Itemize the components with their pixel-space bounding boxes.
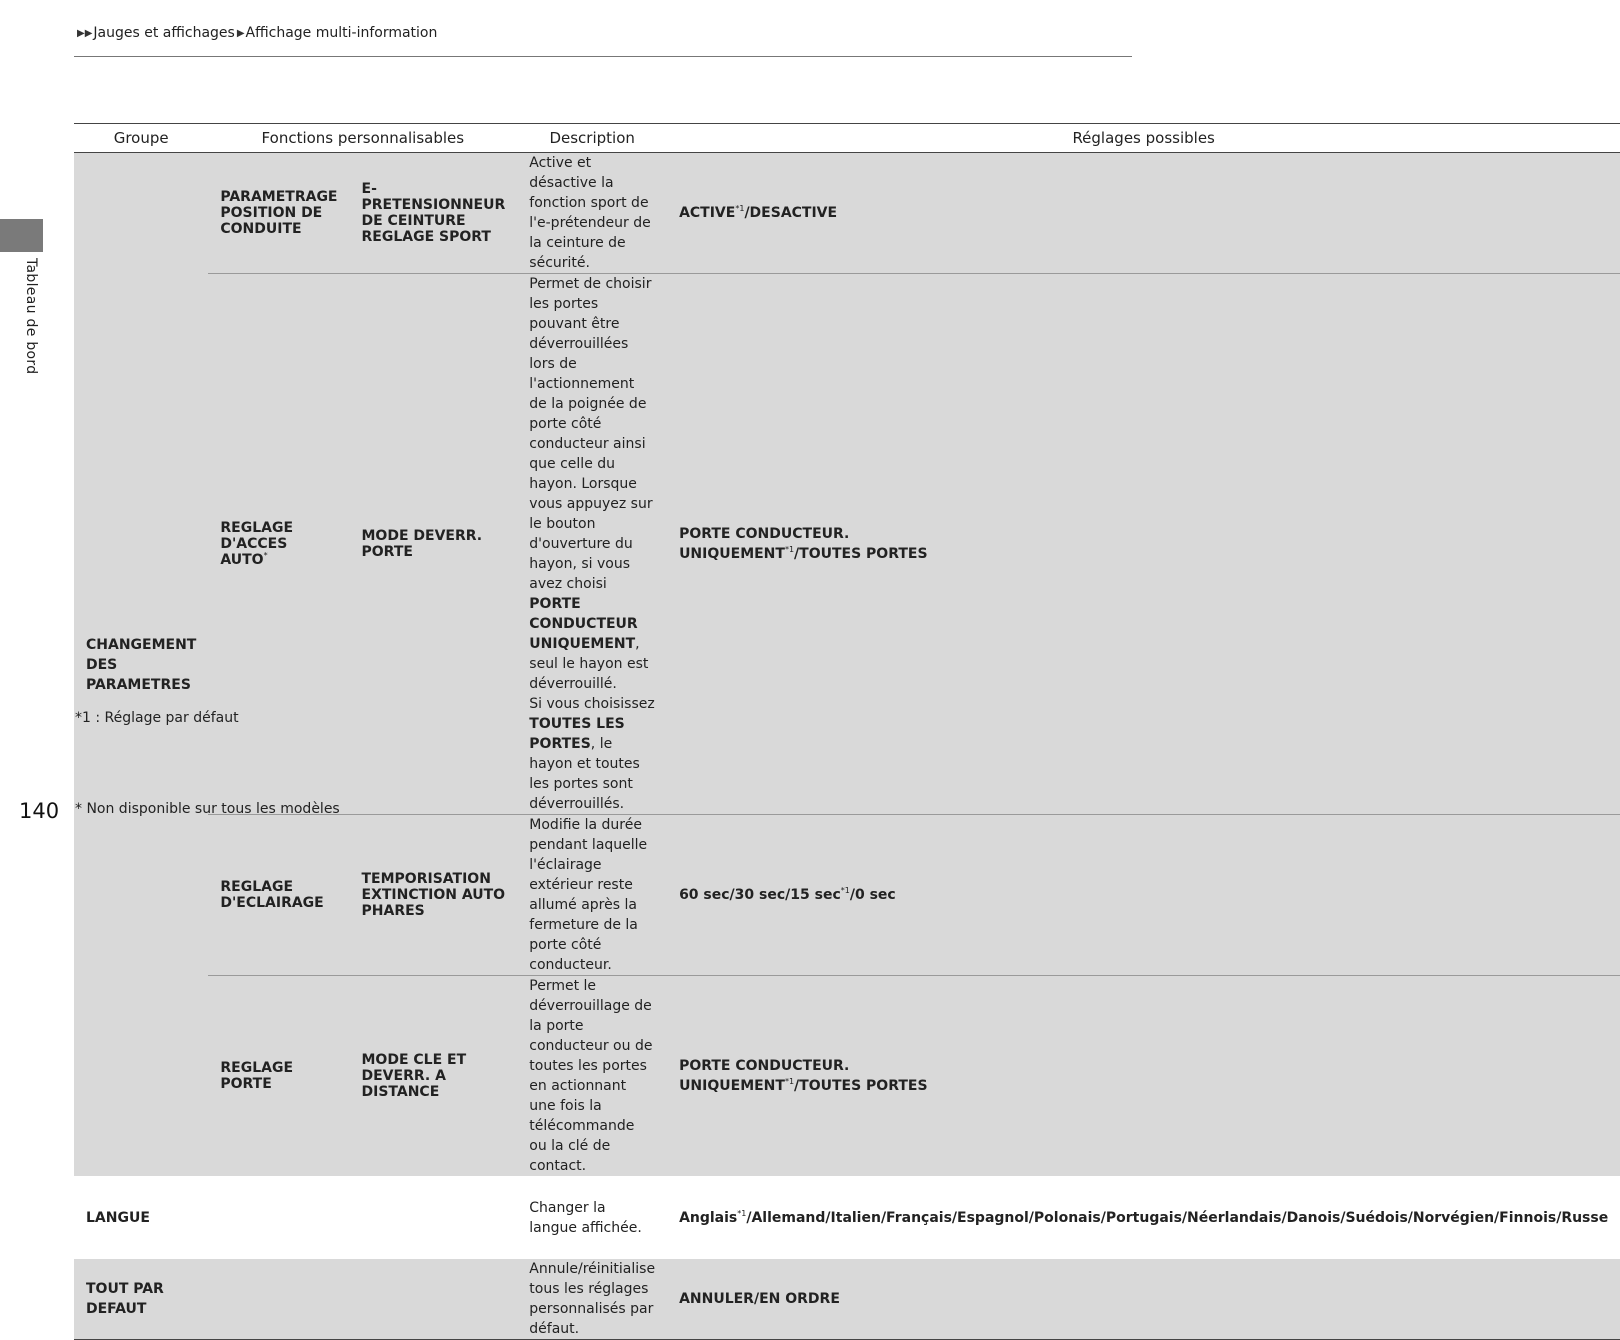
availability-note: * Non disponible sur tous les modèles — [75, 801, 340, 817]
function-cell: REGLAGE D'ACCES AUTO* — [208, 274, 349, 815]
function-cell: PARAMETRAGE POSITION DE CONDUITE — [208, 153, 349, 274]
subfunction-cell: E-PRETENSIONNEUR DE CEINTURE REGLAGE SPORT — [350, 153, 518, 274]
header-description: Description — [517, 124, 667, 153]
table-row — [74, 274, 1620, 815]
subfunction-cell: TEMPORISATION EXTINCTION AUTO PHARES — [350, 815, 518, 976]
header-divider — [74, 56, 1132, 57]
header-settings: Réglages possibles — [667, 124, 1620, 153]
group-cell: LANGUE — [86, 1209, 150, 1226]
function-cell — [208, 1259, 349, 1340]
breadcrumb-level1[interactable]: Jauges et affichages — [93, 25, 235, 41]
description-cell: Annule/réinitialise tous les réglages personnalisés par défaut. — [517, 1259, 667, 1340]
table-row — [74, 976, 1620, 1177]
function-cell: REGLAGE D'ECLAIRAGE — [208, 815, 349, 976]
table-row — [74, 815, 1620, 976]
default-footnote: *1 : Réglage par défaut — [75, 710, 239, 726]
section-tab-marker — [0, 219, 43, 252]
table-row — [74, 153, 1620, 274]
subfunction-cell: MODE CLE ET DEVERR. A DISTANCE — [350, 976, 518, 1177]
function-cell: REGLAGE PORTE — [208, 976, 349, 1177]
page-number: 140 — [19, 799, 60, 823]
table-header-row — [74, 124, 1620, 153]
header-group: Groupe — [74, 124, 208, 153]
description-cell: Permet de choisir les portes pouvant être déverrouillées lors de l'actionnement de la poignée de porte côté conducteur ainsi que celle du hayon. Lorsque vous appuyez sur le bouton d'ouverture du hayon, si vous avez choisi PORTE CONDUCTEUR UNIQUEMENT, seul le hayon est déverrouillé. Si vous choisissez TOUTES LES PORTES, le hayon et toutes les portes sont déverrouillés. — [517, 274, 667, 815]
settings-cell: PORTE CONDUCTEUR. UNIQUEMENT$^{*1}$/TOUTES PORTES — [667, 274, 1620, 815]
description-cell: Modifie la durée pendant laquelle l'éclairage extérieur reste allumé après la fermeture de la porte côté conducteur. — [517, 815, 667, 976]
breadcrumb-level2[interactable]: Affichage multi-information — [245, 25, 438, 41]
settings-cell: PORTE CONDUCTEUR. UNIQUEMENT$^{*1}$/TOUTES PORTES — [667, 976, 1620, 1177]
subfunction-cell: MODE DEVERR. PORTE — [350, 274, 518, 815]
settings-cell: Anglais$^{*1}$/Allemand/Italien/Français/Espagnol/Polonais/Portugais/Néerlandais/Danois/Suédois/Norvégien/Finnois/Russe — [679, 1208, 1609, 1226]
subfunction-cell — [350, 1176, 518, 1259]
arrow-icon: ▶ — [236, 27, 245, 39]
settings-cell: ACTIVE$^{*1}$/DESACTIVE — [667, 153, 1620, 274]
group-cell: TOUT PAR DEFAUT — [74, 1259, 208, 1340]
subfunction-cell — [350, 1259, 518, 1340]
function-cell — [208, 1176, 349, 1259]
group-cell: CHANGEMENT DES PARAMETRES — [74, 153, 208, 1177]
table-row — [74, 1176, 1620, 1259]
description-cell: Changer la langue affichée. — [529, 1199, 642, 1236]
double-arrow-icon: ▶▶ — [77, 27, 93, 39]
table-row — [74, 1259, 1620, 1340]
description-cell: Active et désactive la fonction sport de l'e-prétendeur de la ceinture de sécurité. — [517, 153, 667, 274]
settings-cell: 60 sec/30 sec/15 $\sec^{*1}/0$ sec — [667, 815, 1620, 976]
settings-cell: ANNULER/EN ORDRE — [667, 1259, 1620, 1340]
breadcrumb — [77, 25, 437, 41]
header-functions: Fonctions personnalisables — [208, 124, 517, 153]
description-cell: Permet le déverrouillage de la porte conducteur ou de toutes les portes en actionnant une fois la télécommande ou la clé de contact. — [517, 976, 667, 1177]
section-side-label: Tableau de bord — [23, 258, 39, 375]
customization-table — [74, 123, 1620, 1340]
